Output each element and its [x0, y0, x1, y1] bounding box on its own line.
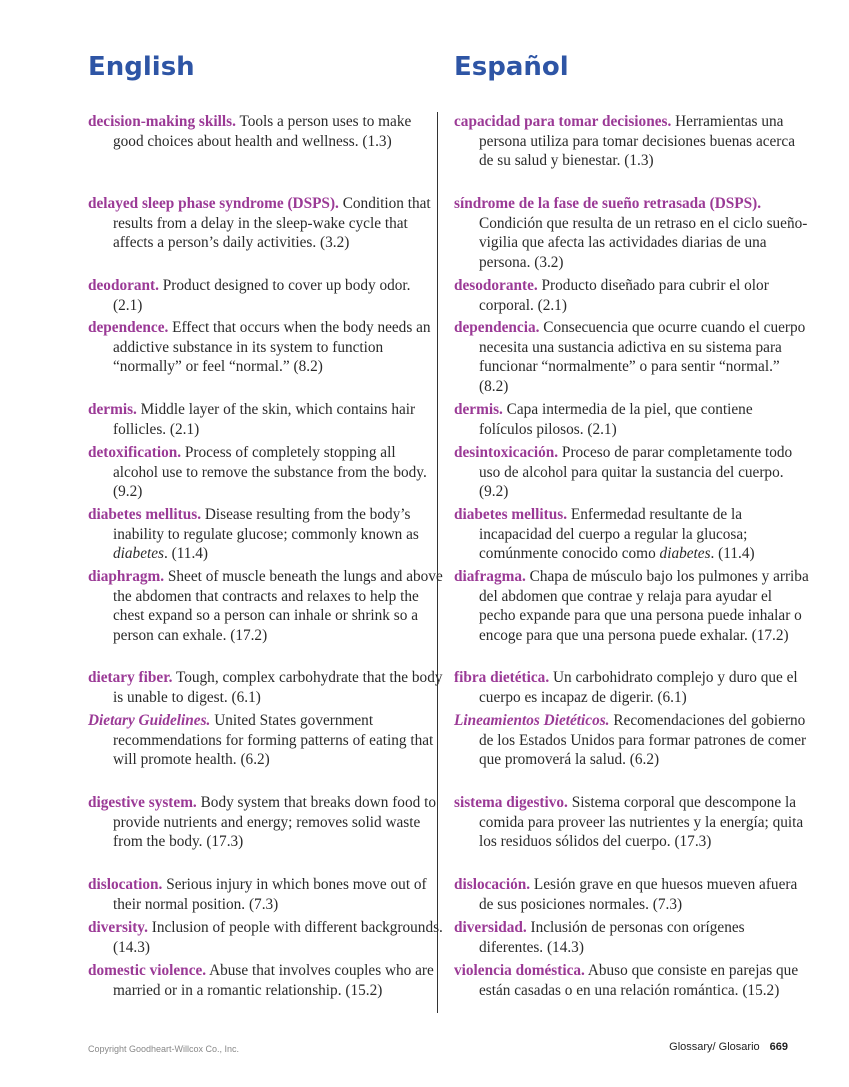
definition: Recomendaciones del gobierno de los Estados Unidos para formar patrones de comer que promoverá la salud. (6.2)	[479, 712, 807, 768]
definition: Chapa de músculo bajo los pulmones y arriba del abdomen que contrae y relaja para ayudar el pecho expande para que una persona puede inhalar o encoge para que una persona puede exhalar. (17.2)	[479, 568, 809, 644]
glossary-entry-en	[88, 400, 443, 439]
glossary-term: diaphragm.	[88, 568, 165, 585]
definition: Inclusión de personas con orígenes diferentes. (14.3)	[479, 919, 745, 956]
glossary-term: decision-making skills.	[88, 113, 236, 130]
glossary-term: dermis.	[88, 401, 137, 418]
glossary-entry-en	[88, 668, 443, 707]
definition: Inclusion of people with different backgrounds. (14.3)	[113, 919, 443, 956]
definition-end: . (11.4)	[710, 545, 755, 562]
definition-emphasis: diabetes	[659, 545, 711, 562]
glossary-entry-en	[88, 711, 443, 770]
definition: Un carbohidrato complejo y duro que el cuerpo es incapaz de digerir. (6.1)	[479, 669, 798, 706]
glossary-entry-es	[454, 567, 809, 645]
glossary-term: dislocación.	[454, 876, 531, 893]
glossary-entry-en	[88, 443, 443, 502]
glossary-term: dislocation.	[88, 876, 163, 893]
glossary-entry-es	[454, 918, 809, 957]
definition: Condición que resulta de un retraso en el ciclo sueño-vigilia que afecta las actividades diarias de una persona. (3.2)	[479, 214, 808, 271]
definition: Condition that results from a delay in the sleep-wake cycle that affects a person’s daily activities. (3.2)	[113, 195, 431, 251]
definition: Abuse that involves couples who are married or in a romantic relationship. (15.2)	[113, 962, 434, 999]
glossary-term: violencia doméstica.	[454, 962, 585, 979]
definition: Herramientas una persona utiliza para tomar decisiones buenas acerca de su salud y bienestar. (1.3)	[479, 113, 795, 169]
glossary-term: diafragma.	[454, 568, 526, 585]
glossary-entry-es	[454, 793, 809, 852]
definition: Process of completely stopping all alcohol use to remove the substance from the body. (9.2)	[113, 444, 427, 500]
glossary-entry-en	[88, 567, 443, 645]
glossary-term: diversidad.	[454, 919, 527, 936]
definition: Effect that occurs when the body needs an addictive substance in its system to function “normally” or feel “normal.” (8.2)	[113, 319, 431, 375]
glossary-term: Dietary Guidelines.	[88, 712, 211, 729]
definition: Middle layer of the skin, which contains hair follicles. (2.1)	[113, 401, 416, 438]
definition: United States government recommendations for forming patterns of eating that will promote health. (6.2)	[113, 712, 434, 768]
definition: Tools a person uses to make good choices about health and wellness. (1.3)	[113, 113, 412, 150]
page-footer	[669, 1041, 788, 1053]
glossary-entry-es	[454, 505, 809, 564]
definition: Abuso que consiste en parejas que están casadas o en una relación romántica. (15.2)	[479, 962, 799, 999]
glossary-entry-en	[88, 961, 443, 1000]
glossary-entry-es	[454, 961, 809, 1000]
glossary-term: digestive system.	[88, 794, 197, 811]
copyright: Copyright Goodheart-Willcox Co., Inc.	[88, 1044, 240, 1054]
glossary-entry-en	[88, 505, 443, 564]
definition: Capa intermedia de la piel, que contiene folículos pilosos. (2.1)	[479, 401, 753, 438]
definition: Sheet of muscle beneath the lungs and above the abdomen that contracts and relaxes to help the chest expand so a person can inhale or shrink so a person can exhale. (17.2)	[113, 568, 443, 644]
glossary-entry-es	[454, 112, 809, 171]
spanish-heading: Español	[454, 52, 569, 82]
glossary-term: síndrome de la fase de sueño retrasada (DSPS).	[454, 195, 762, 212]
glossary-term: dependencia.	[454, 319, 540, 336]
definition: Tough, complex carbohydrate that the body is unable to digest. (6.1)	[113, 669, 443, 706]
glossary-term: dietary fiber.	[88, 669, 173, 686]
definition: Sistema corporal que descompone la comida para proveer las nutrientes y la energía; quita los residuos sólidos del cuerpo. (17.3)	[479, 794, 804, 850]
glossary-term: diversity.	[88, 919, 148, 936]
definition-emphasis: diabetes	[113, 545, 164, 562]
glossary-entry-es	[454, 711, 809, 770]
section-label: Glossary/ Glosario	[669, 1041, 760, 1053]
definition: Body system that breaks down food to provide nutrients and energy; removes solid waste from the body. (17.3)	[113, 794, 436, 850]
glossary-term: dermis.	[454, 401, 503, 418]
glossary-entry-es	[454, 400, 809, 439]
glossary-term: diabetes mellitus.	[454, 506, 568, 523]
page-number: 669	[769, 1041, 788, 1053]
glossary-term: Lineamientos Dietéticos.	[454, 712, 610, 729]
glossary-term: deodorant.	[88, 277, 159, 294]
glossary-term: domestic violence.	[88, 962, 207, 979]
definition: Disease resulting from the body’s inability to regulate glucose; commonly known as	[113, 506, 419, 543]
glossary-entry-en	[88, 112, 443, 151]
glossary-term: fibra dietética.	[454, 669, 550, 686]
glossary-entry-es	[454, 194, 809, 272]
glossary-term: detoxification.	[88, 444, 182, 461]
glossary-term: dependence.	[88, 319, 169, 336]
glossary-entry-es	[454, 668, 809, 707]
glossary-entry-en	[88, 793, 443, 852]
glossary-entry-en	[88, 318, 443, 377]
glossary-entry-en	[88, 875, 443, 914]
glossary-term: capacidad para tomar decisiones.	[454, 113, 672, 130]
glossary-term: sistema digestivo.	[454, 794, 568, 811]
definition: Proceso de parar completamente todo uso de alcohol para quitar la sustancia del cuerpo. (9.2)	[479, 444, 793, 500]
glossary-entry-en	[88, 194, 443, 253]
glossary-entry-es	[454, 318, 809, 396]
glossary-term: desodorante.	[454, 277, 538, 294]
definition: Lesión grave en que huesos mueven afuera de sus posiciones normales. (7.3)	[479, 876, 798, 913]
definition: Consecuencia que ocurre cuando el cuerpo necesita una sustancia adictiva en su sistema para funcionar “normalmente” o para sentir “normal.” (8.2)	[479, 319, 806, 395]
definition: Producto diseñado para cubrir el olor corporal. (2.1)	[479, 277, 769, 314]
definition: Serious injury in which bones move out of their normal position. (7.3)	[113, 876, 427, 913]
definition: Enfermedad resultante de la incapacidad del cuerpo a regular la glucosa; comúnmente conocido como	[479, 506, 748, 562]
glossary-entry-es	[454, 276, 809, 315]
definition: Product designed to cover up body odor. (2.1)	[113, 277, 411, 314]
english-heading: English	[88, 52, 195, 82]
glossary-entry-en	[88, 918, 443, 957]
glossary-term: diabetes mellitus.	[88, 506, 202, 523]
glossary-entry-es	[454, 443, 809, 502]
glossary-term: desintoxicación.	[454, 444, 559, 461]
definition-end: . (11.4)	[163, 545, 209, 562]
glossary-entry-es	[454, 875, 809, 914]
glossary-entry-en	[88, 276, 443, 315]
glossary-term: delayed sleep phase syndrome (DSPS).	[88, 195, 339, 212]
